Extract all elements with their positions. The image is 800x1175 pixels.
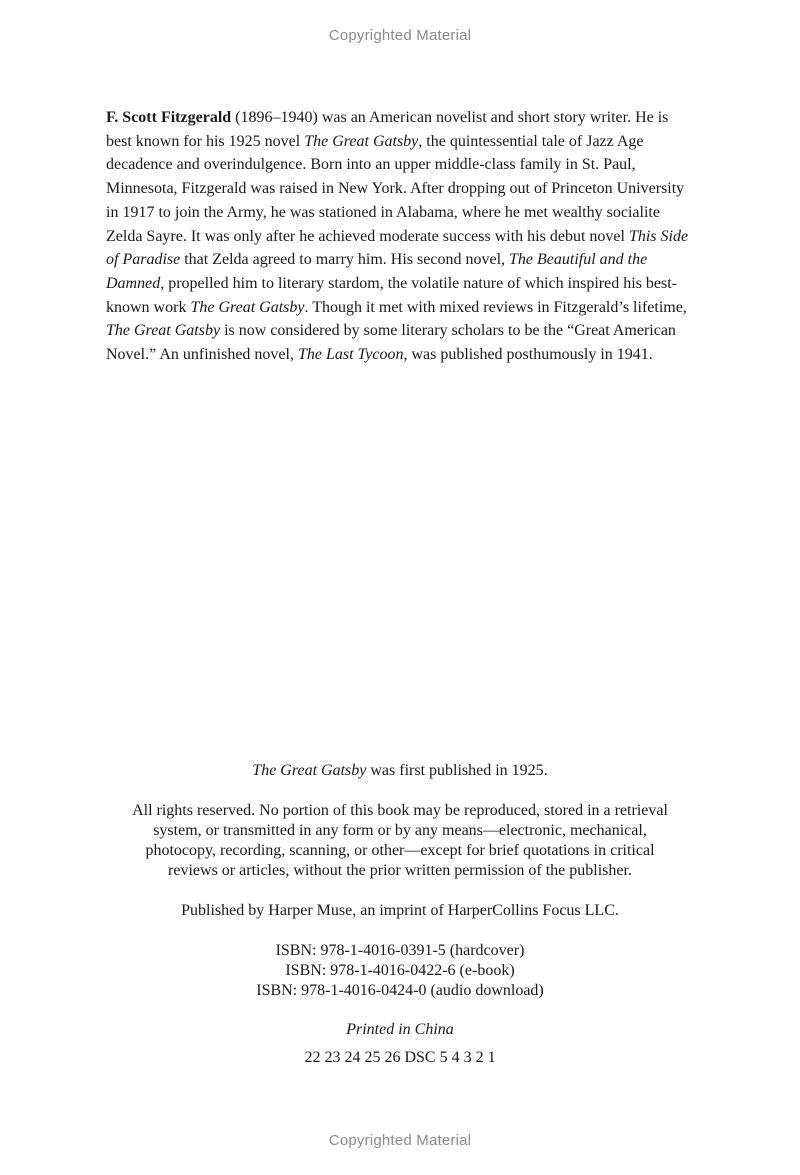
- watermark-bottom: Copyrighted Material: [328, 1132, 472, 1149]
- bio-text-5: . Though it met with mixed reviews in Fitzgerald’s lifetime,: [304, 298, 687, 316]
- title-great-gatsby-3: The Great Gatsby: [106, 322, 221, 340]
- bio-text-2: , the quintessential tale of Jazz Age decadence and overindulgence. Born into an upper middle-class family in St. Paul, Minnesota, Fitzgerald was raised in New York. After dropping out of Princeton University in 1917 to join the Army, he was stationed in Alabama, where he met wealthy socialite Zelda Sayre. It was only after he achieved moderate success with his debut novel: [106, 132, 685, 245]
- bio-text-4: , propelled him to literary stardom, the volatile nature of which inspired his best-known work: [106, 274, 677, 316]
- author-name: F. Scott Fitzgerald: [106, 109, 232, 126]
- printing-line: 22 23 24 25 26 DSC 5 4 3 2 1: [304, 1049, 496, 1066]
- bio-text-3: that Zelda agreed to marry him. His second novel,: [180, 251, 510, 269]
- isbn-list: [100, 941, 700, 1001]
- first-published-text: was first published in 1925.: [366, 762, 548, 779]
- bio-text-7: , was published posthumously in 1941.: [403, 346, 653, 364]
- rights-line: system, or transmitted in any form or by any means—electronic, mechanical,: [153, 822, 647, 839]
- watermark-top: Copyrighted Material: [328, 27, 472, 44]
- publisher-line: Published by Harper Muse, an imprint of HarperCollins Focus LLC.: [181, 902, 619, 919]
- isbn-audio: ISBN: 978-1-4016-0424-0 (audio download): [256, 982, 544, 999]
- title-last-tycoon: The Last Tycoon: [297, 346, 404, 364]
- rights-notice: [100, 801, 700, 881]
- isbn-ebook: ISBN: 978-1-4016-0422-6 (e-book): [285, 962, 515, 979]
- bio-text-1: (1896–1940) was an American novelist and short story writer. He is best known for his 1925 novel: [106, 109, 669, 150]
- title-great-gatsby-1: The Great Gatsby: [304, 132, 419, 150]
- title-beautiful-and-damned: The Beautiful and the Damned: [106, 251, 648, 292]
- first-published-line: [100, 761, 700, 781]
- isbn-hardcover: ISBN: 978-1-4016-0391-5 (hardcover): [275, 942, 525, 959]
- printed-in: Printed in China: [346, 1021, 454, 1038]
- rights-line: reviews or articles, without the prior written permission of the publisher.: [168, 862, 632, 879]
- first-published-title: The Great Gatsby: [252, 762, 367, 779]
- bio-text-6: is now considered by some literary scholars to be the “Great American Novel.” An unfinished novel,: [106, 322, 676, 364]
- title-great-gatsby-2: The Great Gatsby: [190, 298, 305, 316]
- rights-line: photocopy, recording, scanning, or other—except for brief quotations in critical: [145, 842, 655, 859]
- rights-line: All rights reserved. No portion of this book may be reproduced, stored in a retrieval: [132, 802, 668, 819]
- author-bio: [106, 106, 690, 367]
- title-this-side-of-paradise: This Side of Paradise: [106, 227, 689, 269]
